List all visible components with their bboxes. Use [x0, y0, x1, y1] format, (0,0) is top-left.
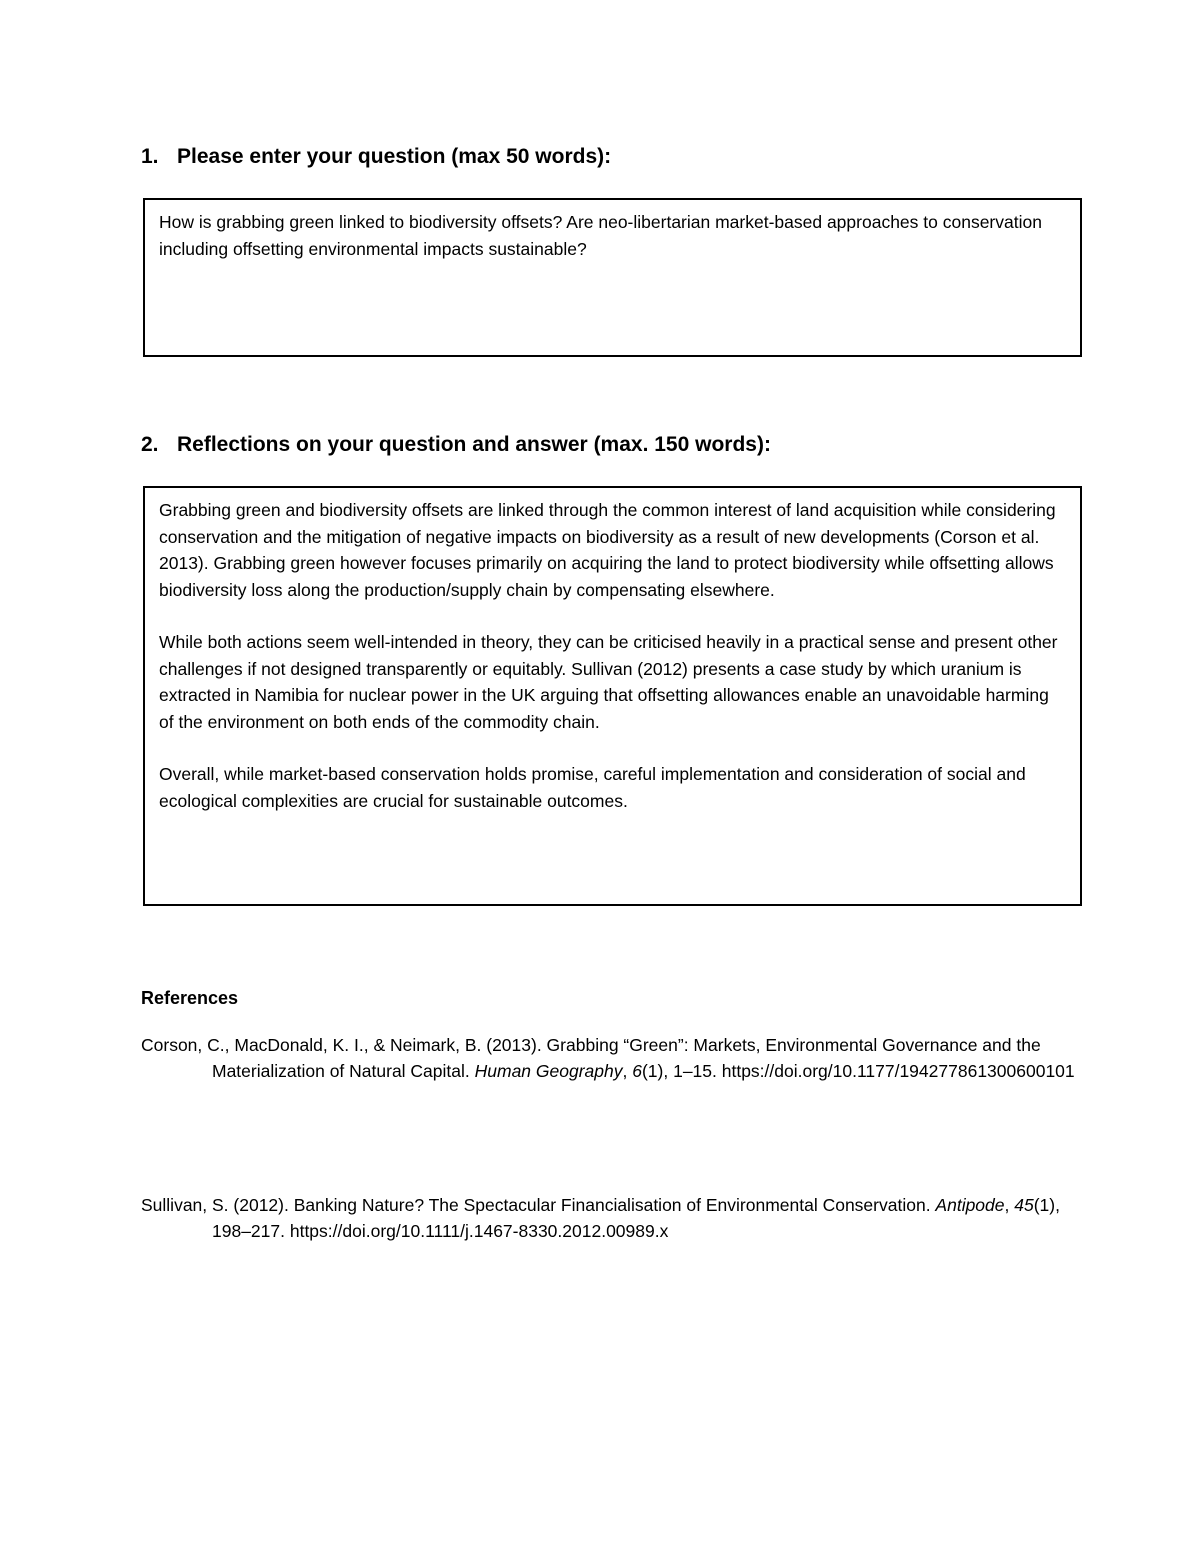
reflection-paragraph: While both actions seem well-intended in theory, they can be criticised heavily in a practical sense and present other challenges if not designed transparently or equitably. Sullivan (2012) presents a case study by which uranium is extracted in Namibia for nuclear power in the UK arguing that offsetting allowances enable an unavoidable harming of the environment on both ends of the commodity chain.	[159, 632, 1058, 732]
reference-journal: Human Geography	[474, 1061, 623, 1081]
question-heading	[141, 144, 611, 170]
question-number: 1.	[141, 145, 159, 168]
reference-citation: Sullivan, S. (2012). Banking Nature? The Spectacular Financialisation of Environmental Conservation.	[141, 1195, 936, 1215]
reference-volume: 6	[632, 1061, 642, 1081]
question-answer-box[interactable]	[143, 198, 1082, 357]
question-heading-text: Please enter your question (max 50 words):	[177, 145, 612, 168]
reference-citation: Corson, C., MacDonald, K. I., & Neimark, B. (2013). Grabbing “Green”: Markets, Environmental Governance and the Materialization of Natural Capital.	[141, 1035, 1041, 1081]
reflection-answer-box[interactable]	[143, 486, 1082, 906]
references-heading: References	[141, 988, 239, 1008]
reference-pages-doi: (1), 198–217. https://doi.org/10.1111/j.1467-8330.2012.00989.x	[212, 1195, 1060, 1241]
reflection-heading-text: Reflections on your question and answer (max. 150 words):	[177, 433, 771, 456]
reflection-paragraph: Overall, while market-based conservation holds promise, careful implementation and consideration of social and ecological complexities are crucial for sustainable outcomes.	[159, 764, 1026, 811]
reflection-heading	[141, 432, 771, 458]
reference-separator: ,	[1004, 1195, 1015, 1215]
reference-separator: ,	[622, 1061, 633, 1081]
question-answer-text: How is grabbing green linked to biodiversity offsets? Are neo-libertarian market-based approaches to conservation including offsetting environmental impacts sustainable?	[159, 212, 1042, 259]
reflection-paragraph: Grabbing green and biodiversity offsets are linked through the common interest of land acquisition while considering conservation and the mitigation of negative impacts on biodiversity as a result of new developments (Corson et al. 2013). Grabbing green however focuses primarily on acquiring the land to protect biodiversity while offsetting allows biodiversity loss along the production/supply chain by compensating elsewhere.	[159, 500, 1056, 600]
reference-journal: Antipode	[935, 1195, 1005, 1215]
reference-pages-doi: (1), 1–15. https://doi.org/10.1177/194277861300600101	[641, 1061, 1075, 1081]
reference-entry	[141, 1192, 1101, 1244]
reflection-number: 2.	[141, 433, 159, 456]
reference-entry	[141, 1032, 1101, 1084]
reference-volume: 45	[1014, 1195, 1034, 1215]
